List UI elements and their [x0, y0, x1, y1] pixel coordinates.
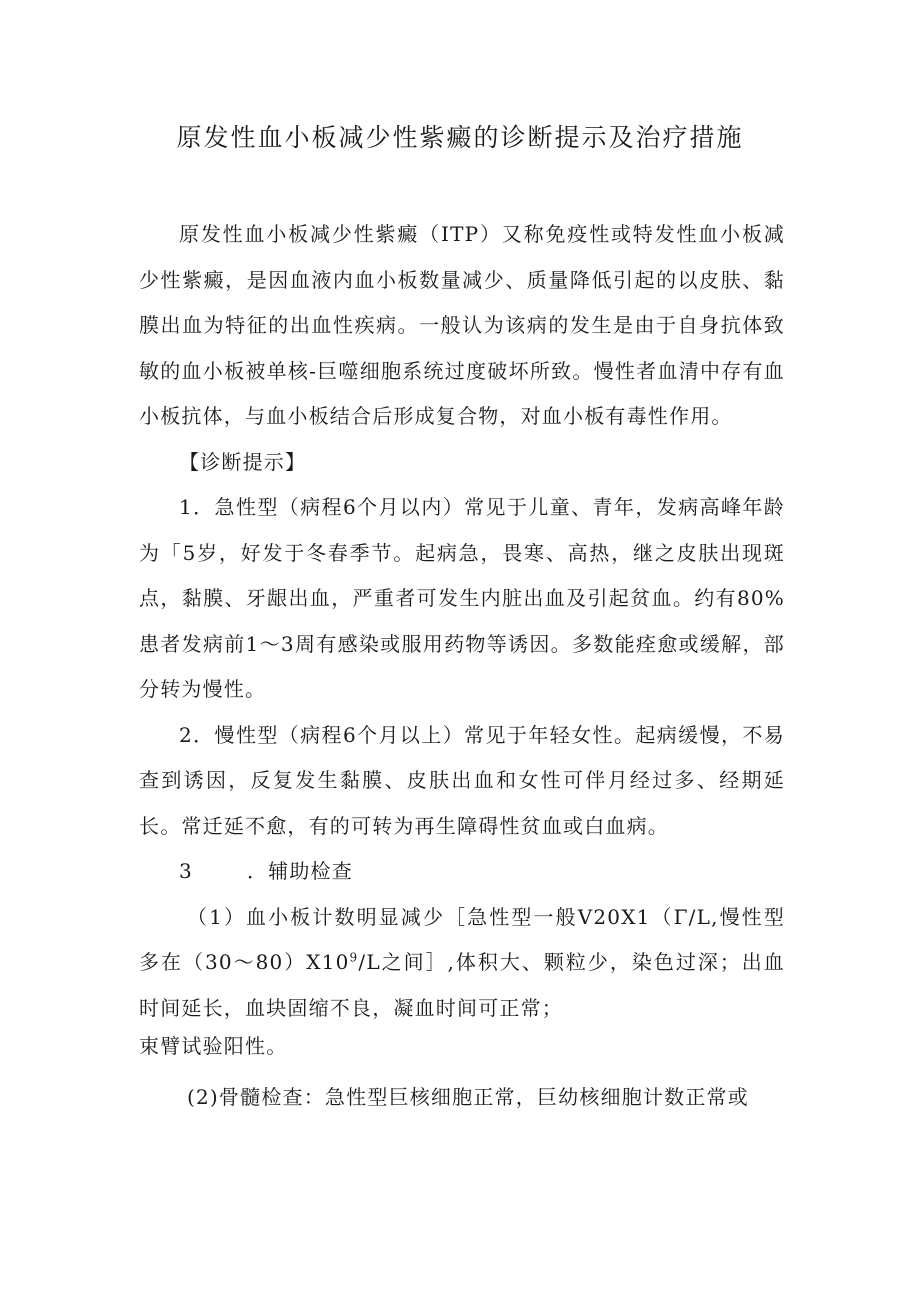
item-chronic-type: 2．慢性型（病程6个月以上）常见于年轻女性。起病缓慢，不易查到诱因，反复发生黏膜、皮肤出血和女性可伴月经过多、经期延长。常迁延不愈，有的可转为再生障碍性贫血或白血病。: [139, 722, 785, 838]
sub-item-tourniquet-test: 束臂试验阳性。: [139, 1034, 288, 1058]
item-acute-type: 1．急性型（病程6个月以内）常见于儿童、青年，发病高峰年龄为「5岁，好发于冬春季节。起病急，畏寒、高热，继之皮肤出现斑点，黏膜、牙龈出血，严重者可发生内脏出血及引起贫血。约有80%患者发病前1～3周有感染或服用药物等诱因。多数能痊愈或缓解，部分转为慢性。: [139, 495, 785, 701]
item-auxiliary-exam-number: 3: [179, 859, 193, 883]
document-body: [139, 212, 785, 1121]
platelet-count-exponent: 9: [349, 950, 359, 965]
item-auxiliary-exam: [139, 849, 785, 895]
sub-item-bone-marrow: (2)骨髓检查：急性型巨核细胞正常，巨幼核细胞计数正常或: [187, 1085, 749, 1109]
section-heading: 【诊断提示】: [179, 449, 307, 474]
platelet-count-text-a: （1）血小板计数明显减少［急性型一般V20X1（Γ/L,慢性型多在（30～80）X10: [139, 904, 785, 974]
document-title: 原发性血小板减少性紫癜的诊断提示及治疗措施: [176, 123, 744, 152]
item-auxiliary-exam-label: ．辅助检查: [246, 859, 353, 883]
sub-item-platelet-count: [139, 895, 785, 1032]
platelet-count-text-b: /L之间］,体积大、颗粒少，染色过深；出血时间延长，血块固缩不良，凝血时间可正常；: [139, 950, 785, 1020]
intro-paragraph: 原发性血小板减少性紫癜（ITP）又称免疫性或特发性血小板减少性紫癜，是因血液内血小板数量减少、质量降低引起的以皮肤、黏膜出血为特征的出血性疾病。一般认为该病的发生是由于自身抗体致敏的血小板被单核-巨噬细胞系统过度破坏所致。慢性者血清中存有血小板抗体，与血小板结合后形成复合物，对血小板有毒性作用。: [139, 222, 785, 428]
